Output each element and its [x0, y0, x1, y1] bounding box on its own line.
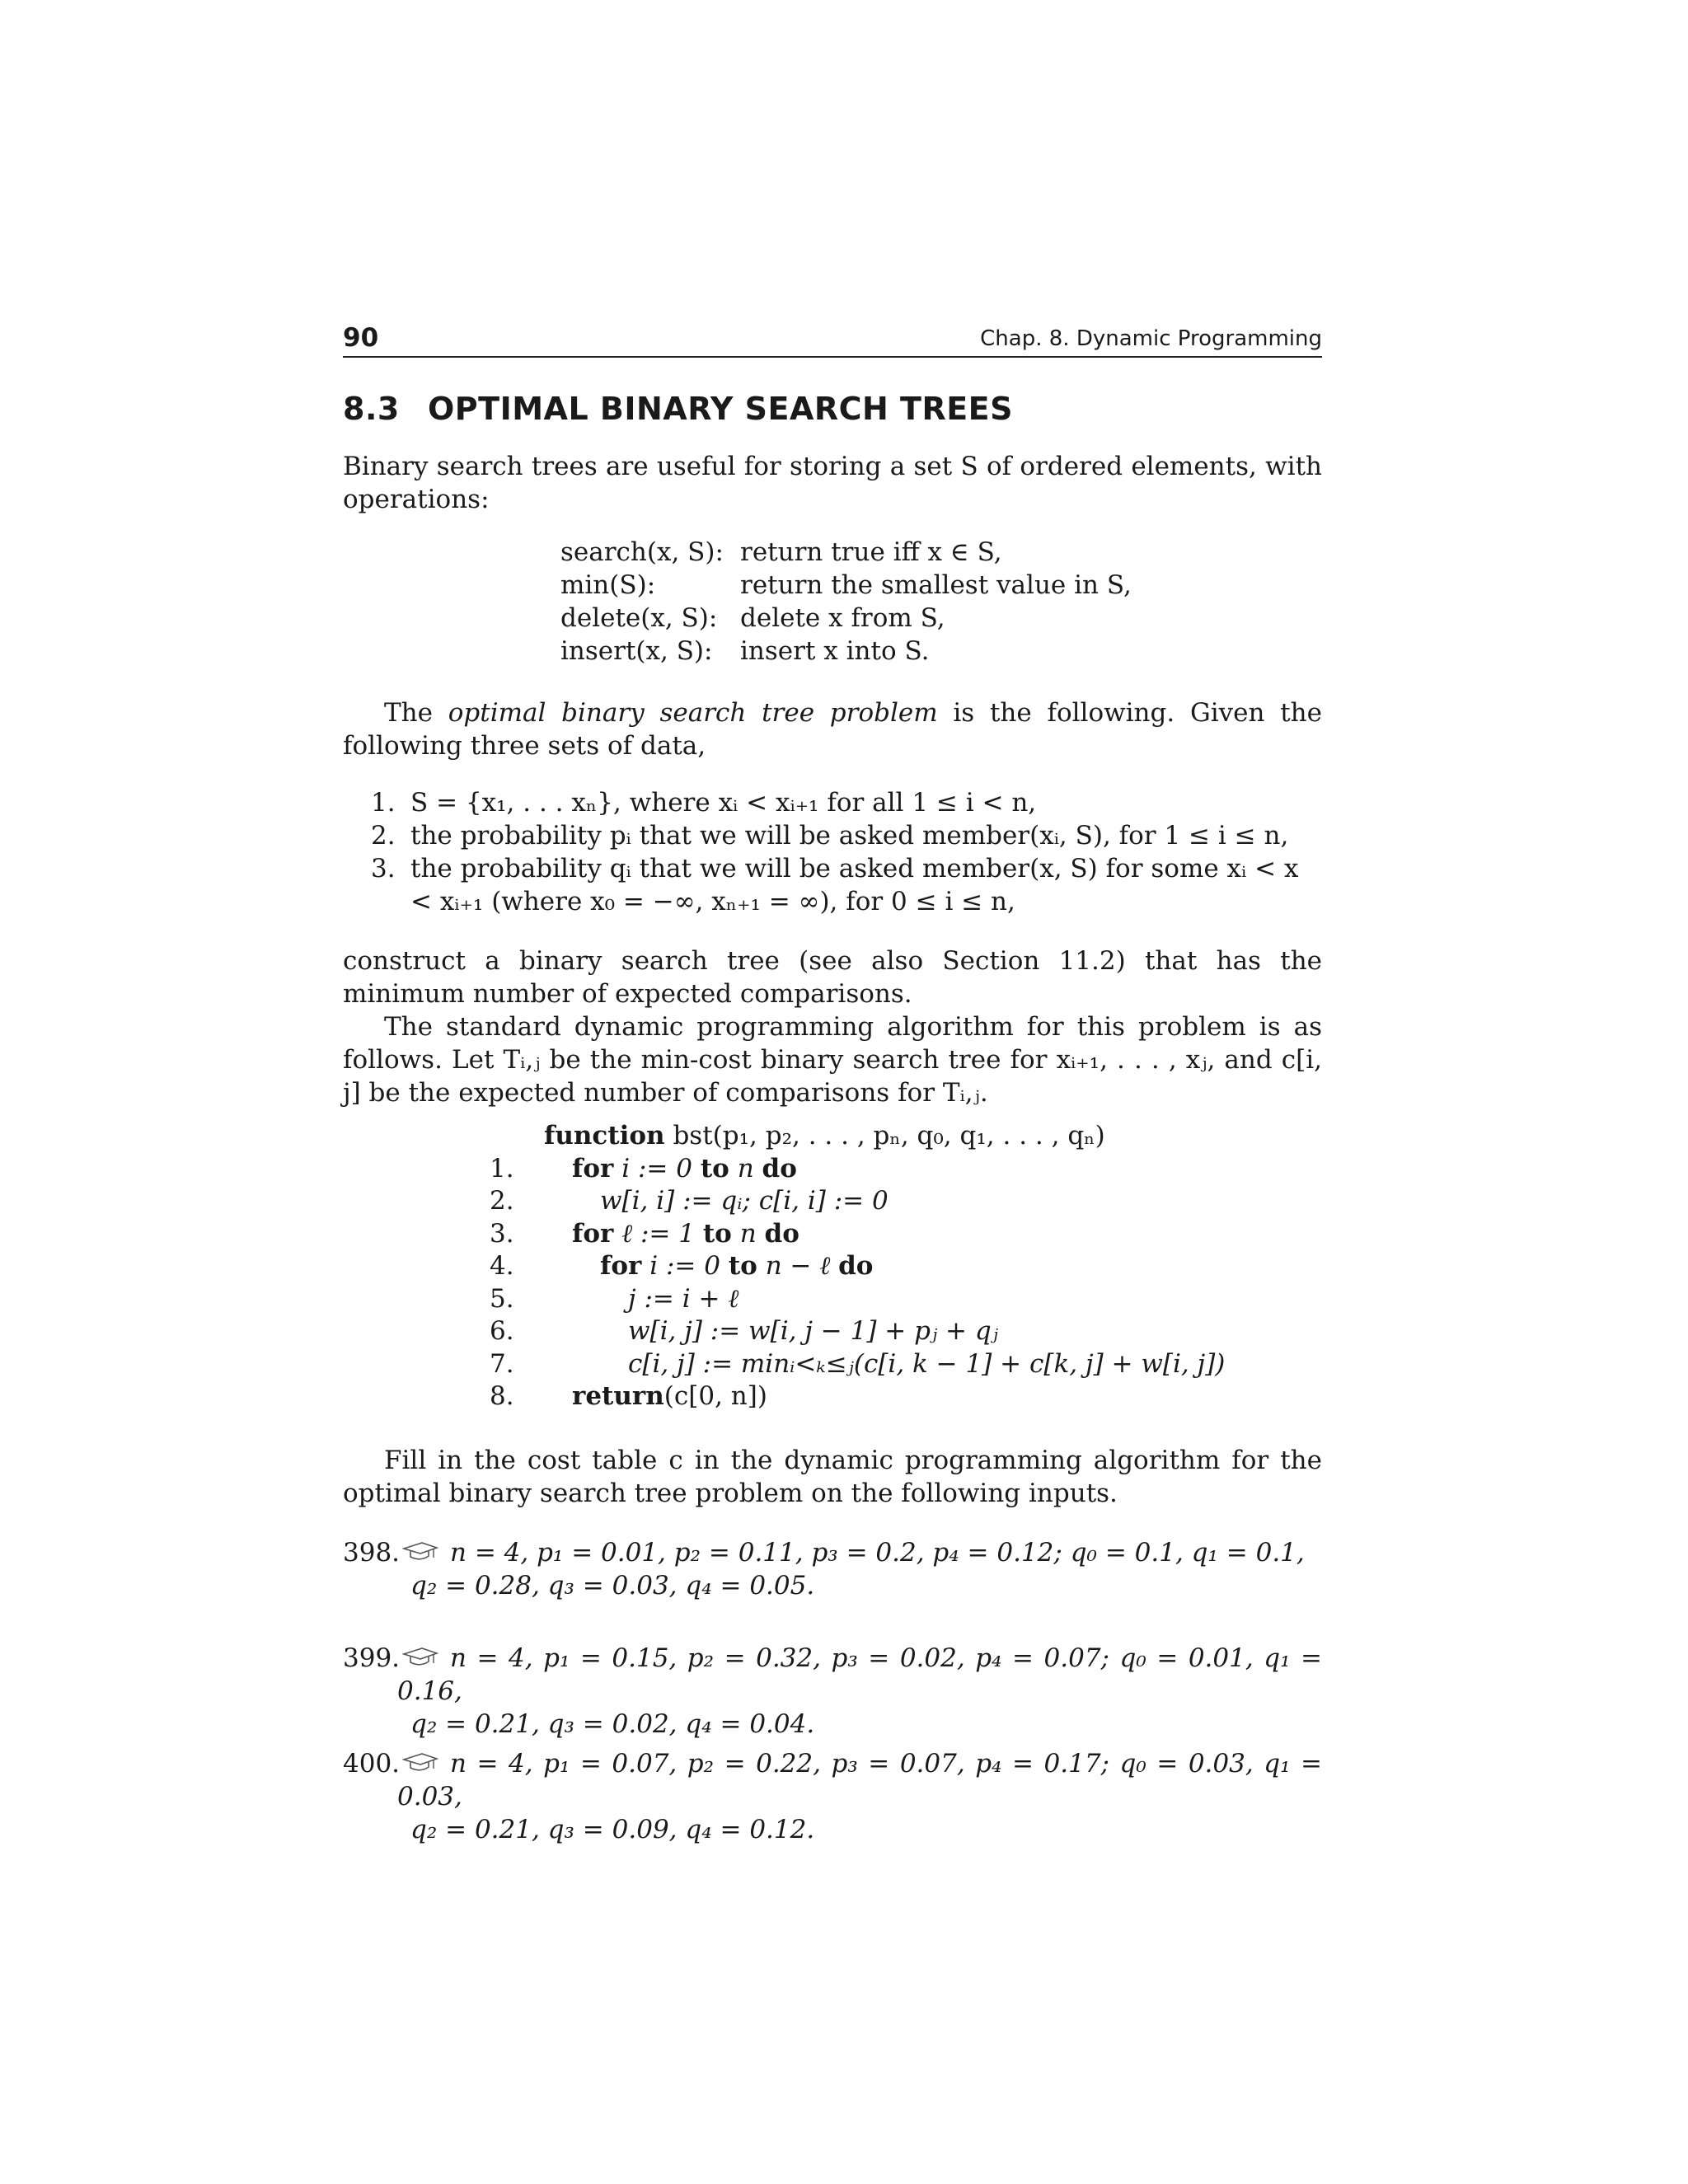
exercise-number: 400.: [343, 1749, 401, 1779]
algorithm-block: [490, 1119, 1225, 1413]
keyword: for: [600, 1251, 642, 1281]
code-text: i := 0: [641, 1251, 729, 1281]
operation-name: min(S):: [560, 570, 656, 600]
exercise: [343, 1536, 1322, 1602]
problem-suffix: is the following. Given the following three sets of data,: [343, 698, 1322, 761]
list-number: 1.: [371, 788, 396, 818]
section-heading: [343, 391, 1013, 427]
operation-desc: return the smallest value in S,: [740, 570, 1132, 600]
operation-desc: return true iff x ∈ S,: [740, 537, 1002, 567]
mortarboard-icon: [402, 1752, 438, 1774]
algorithm-line: [490, 1217, 1225, 1250]
line-number: 6.: [490, 1316, 514, 1346]
keyword: to: [728, 1251, 757, 1281]
list-item: [371, 852, 1322, 918]
keyword: return: [572, 1381, 664, 1411]
exercise-number: 398.: [343, 1538, 401, 1568]
list-text: the probability pᵢ that we will be asked member(xᵢ, S), for 1 ≤ i ≤ n,: [410, 821, 1289, 851]
intro-paragraph: Binary search trees are useful for storing a set S of ordered elements, with operations:: [343, 452, 1322, 514]
list-item: [371, 786, 1322, 819]
function-signature: bst(p₁, p₂, . . . , pₙ, q₀, q₁, . . . , qₙ): [664, 1121, 1105, 1151]
line-number: 8.: [490, 1381, 514, 1411]
exercise-number: 399.: [343, 1643, 401, 1673]
page-number: 90: [343, 323, 379, 353]
keyword: to: [702, 1218, 732, 1249]
code-text: w[i, j] := w[i, j − 1] + pⱼ + qⱼ: [628, 1316, 998, 1346]
code-text: n: [729, 1153, 762, 1183]
code-text: (c[0, n]): [663, 1381, 767, 1411]
operation-name: insert(x, S):: [560, 636, 713, 666]
operation-name: search(x, S):: [560, 537, 724, 567]
fill-paragraph: Fill in the cost table c in the dynamic programming algorithm for the optimal binary search tree problem on the following inputs.: [343, 1446, 1322, 1508]
construct-paragraph: construct a binary search tree (see also Section 11.2) that has the minimum number of expected comparisons.: [343, 946, 1322, 1009]
list-text: the probability qᵢ that we will be asked member(x, S) for some xᵢ < x < xᵢ₊₁ (where x₀ = −∞, xₙ₊₁ = ∞), for 0 ≤ i ≤ n,: [410, 854, 1299, 916]
mortarboard-icon: [402, 1647, 438, 1668]
line-number: 3.: [490, 1218, 514, 1249]
operations-list: [560, 536, 1132, 668]
algorithm-line: [490, 1282, 1225, 1315]
list-item: [371, 819, 1322, 852]
code-text: n: [731, 1218, 765, 1249]
header-rule: [343, 356, 1322, 358]
conditions-list: [371, 786, 1322, 918]
algorithm-header: [490, 1119, 1225, 1152]
keyword: to: [700, 1153, 729, 1183]
operation-row: [560, 536, 1132, 569]
code-text: ℓ := 1: [613, 1218, 703, 1249]
line-number: 7.: [490, 1348, 514, 1379]
keyword: for: [572, 1153, 614, 1183]
exercise-text-continued: q₂ = 0.21, q₃ = 0.02, q₄ = 0.04.: [410, 1709, 815, 1739]
algorithm-line: [490, 1380, 1225, 1413]
line-number: 2.: [490, 1186, 514, 1216]
exercise-text-continued: q₂ = 0.21, q₃ = 0.09, q₄ = 0.12.: [410, 1815, 815, 1844]
algorithm-line: [490, 1184, 1225, 1217]
keyword: do: [764, 1218, 799, 1249]
code-text: c[i, j] := minᵢ<ₖ≤ⱼ(c[i, k − 1] + c[k, j] + w[i, j]): [628, 1348, 1226, 1379]
code-text: i := 0: [613, 1153, 701, 1183]
problem-prefix: The: [384, 698, 448, 728]
algorithm-line: [490, 1152, 1225, 1185]
list-number: 3.: [371, 854, 396, 883]
operation-name: delete(x, S):: [560, 603, 718, 633]
exercise: [343, 1747, 1322, 1846]
problem-emphasis: optimal binary search tree problem: [448, 698, 938, 728]
operation-row: [560, 635, 1132, 668]
keyword: function: [544, 1121, 665, 1151]
code-text: w[i, i] := qᵢ; c[i, i] := 0: [600, 1186, 889, 1216]
keyword: for: [572, 1218, 614, 1249]
algorithm-line: [490, 1347, 1225, 1380]
exercise: [343, 1642, 1322, 1741]
algorithm-line: [490, 1249, 1225, 1282]
exercise-text: n = 4, p₁ = 0.15, p₂ = 0.32, p₃ = 0.02, p₄ = 0.07; q₀ = 0.01, q₁ = 0.16,: [397, 1643, 1322, 1706]
exercise-text: n = 4, p₁ = 0.01, p₂ = 0.11, p₃ = 0.2, p₄ = 0.12; q₀ = 0.1, q₁ = 0.1,: [450, 1538, 1305, 1568]
code-text: j := i + ℓ: [628, 1283, 739, 1314]
operation-row: [560, 602, 1132, 635]
list-number: 2.: [371, 821, 396, 851]
line-number: 5.: [490, 1283, 514, 1314]
running-header: Chap. 8. Dynamic Programming: [980, 326, 1322, 351]
keyword: do: [838, 1251, 874, 1281]
line-number: 4.: [490, 1251, 514, 1281]
standard-paragraph: The standard dynamic programming algorithm for this problem is as follows. Let Tᵢ,ⱼ be the min-cost binary search tree for xᵢ₊₁, . . . , xⱼ, and c[i, j] be the expected number of comparisons for Tᵢ,ⱼ.: [343, 1012, 1322, 1108]
exercise-text: n = 4, p₁ = 0.07, p₂ = 0.22, p₃ = 0.07, p₄ = 0.17; q₀ = 0.03, q₁ = 0.03,: [397, 1749, 1322, 1811]
code-text: n − ℓ: [757, 1251, 839, 1281]
section-title: OPTIMAL BINARY SEARCH TREES: [428, 391, 1014, 427]
line-number: 1.: [490, 1153, 514, 1183]
operation-row: [560, 569, 1132, 602]
exercise-text-continued: q₂ = 0.28, q₃ = 0.03, q₄ = 0.05.: [410, 1571, 815, 1601]
mortarboard-icon: [402, 1541, 438, 1563]
operation-desc: delete x from S,: [740, 603, 945, 633]
keyword: do: [762, 1153, 797, 1183]
list-text: S = {x₁, . . . xₙ}, where xᵢ < xᵢ₊₁ for all 1 ≤ i < n,: [410, 788, 1037, 818]
problem-paragraph: [343, 696, 1322, 762]
operation-desc: insert x into S.: [740, 636, 930, 666]
algorithm-line: [490, 1315, 1225, 1347]
section-number: 8.3: [343, 391, 400, 427]
